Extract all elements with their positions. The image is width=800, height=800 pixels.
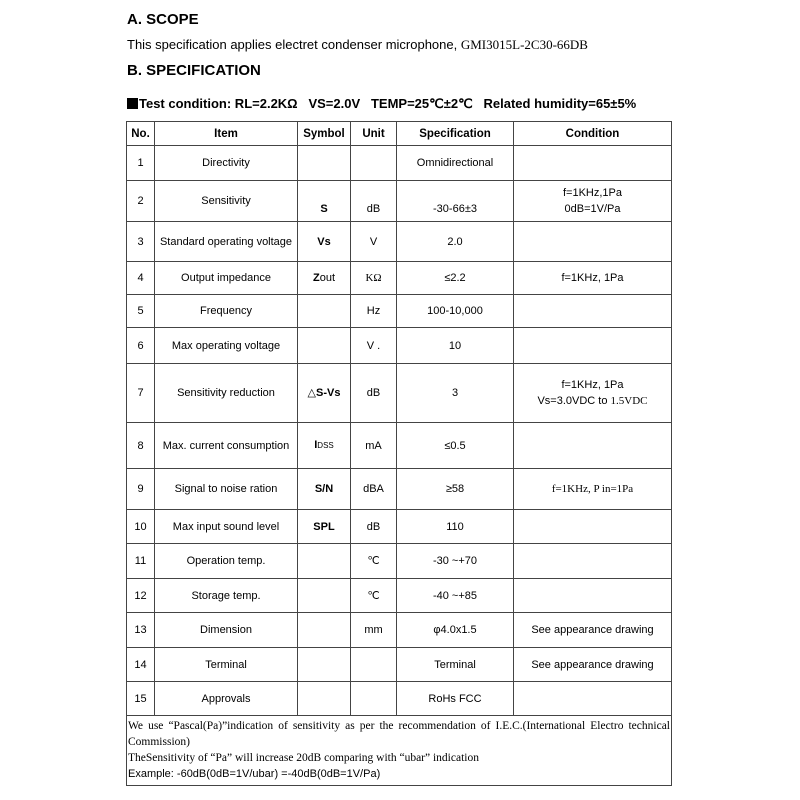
header-no: No. xyxy=(127,122,155,146)
cell-unit xyxy=(351,648,397,682)
condition-line: f=1KHz, 1Pa xyxy=(561,379,624,391)
table-row xyxy=(127,222,672,262)
scope-text-prefix: This specification applies electret condenser microphone, xyxy=(127,37,458,52)
cell-spec: 100-10,000 xyxy=(397,295,514,328)
header-condition: Condition xyxy=(514,122,672,146)
cell-spec: ≥58 xyxy=(397,469,514,510)
notes-row xyxy=(127,716,672,786)
cell-no: 12 xyxy=(127,579,155,613)
cell-unit: dB xyxy=(351,510,397,544)
cell-no: 4 xyxy=(127,262,155,295)
cell-spec: -30-66±3 xyxy=(397,181,514,222)
condition-line xyxy=(516,393,669,409)
cell-item: Storage temp. xyxy=(155,579,298,613)
cell-symbol xyxy=(298,648,351,682)
cell-symbol: Vs xyxy=(298,222,351,262)
test-condition xyxy=(127,96,636,112)
cell-unit: ℃ xyxy=(351,544,397,579)
cell-unit: mA xyxy=(351,423,397,469)
cell-no: 8 xyxy=(127,423,155,469)
notes-cell xyxy=(127,716,672,786)
table-row xyxy=(127,295,672,328)
cell-unit: dB xyxy=(351,181,397,222)
cell-symbol xyxy=(298,295,351,328)
table-row xyxy=(127,648,672,682)
cell-unit: V xyxy=(351,222,397,262)
cell-symbol xyxy=(298,423,351,469)
cell-condition: See appearance drawing xyxy=(514,648,672,682)
cell-condition: See appearance drawing xyxy=(514,613,672,648)
cell-symbol xyxy=(298,544,351,579)
specification-heading: B. SPECIFICATION xyxy=(127,62,261,79)
cell-symbol: S/N xyxy=(298,469,351,510)
cell-condition: f=1KHz, P in=1Pa xyxy=(514,469,672,510)
table-row xyxy=(127,262,672,295)
cell-symbol xyxy=(298,146,351,181)
header-unit: Unit xyxy=(351,122,397,146)
cell-spec: -40 ~+85 xyxy=(397,579,514,613)
cell-condition xyxy=(514,181,672,222)
header-symbol: Symbol xyxy=(298,122,351,146)
cell-condition xyxy=(514,328,672,364)
cell-symbol xyxy=(298,682,351,716)
specification-table xyxy=(126,121,672,786)
symbol-main: I xyxy=(314,439,318,451)
table-row xyxy=(127,146,672,181)
cell-item: Dimension xyxy=(155,613,298,648)
cell-condition xyxy=(514,544,672,579)
table-row xyxy=(127,544,672,579)
cell-no: 9 xyxy=(127,469,155,510)
cell-unit: ℃ xyxy=(351,579,397,613)
cell-symbol: S xyxy=(298,181,351,222)
cell-condition xyxy=(514,295,672,328)
cell-spec: 3 xyxy=(397,364,514,423)
cell-no: 3 xyxy=(127,222,155,262)
notes-line: Example: -60dB(0dB=1V/ubar) =-40dB(0dB=1V/Pa) xyxy=(128,768,381,780)
cell-condition xyxy=(514,146,672,181)
cell-item: Sensitivity reduction xyxy=(155,364,298,423)
cell-spec: Omnidirectional xyxy=(397,146,514,181)
cell-item: Sensitivity xyxy=(155,181,298,222)
header-specification: Specification xyxy=(397,122,514,146)
cell-condition xyxy=(514,682,672,716)
cell-spec: 2.0 xyxy=(397,222,514,262)
cell-no: 10 xyxy=(127,510,155,544)
table-row xyxy=(127,579,672,613)
condition-line: 0dB=1V/Pa xyxy=(564,203,621,215)
condition-line: f=1KHz,1Pa xyxy=(562,187,622,199)
cell-no: 13 xyxy=(127,613,155,648)
cell-no: 14 xyxy=(127,648,155,682)
cell-spec: φ4.0x1.5 xyxy=(397,613,514,648)
scope-model: GMI3015L-2C30-66DB xyxy=(460,37,588,52)
cell-spec: -30 ~+70 xyxy=(397,544,514,579)
condition-line-serif: 1.5VDC xyxy=(610,395,648,407)
notes-line: Commission) xyxy=(128,736,190,748)
cell-item: Max input sound level xyxy=(155,510,298,544)
table-row xyxy=(127,423,672,469)
cell-condition xyxy=(514,510,672,544)
scope-text xyxy=(127,37,588,53)
cell-symbol xyxy=(298,579,351,613)
table-row xyxy=(127,364,672,423)
cell-unit: dBA xyxy=(351,469,397,510)
cell-no: 2 xyxy=(127,181,155,222)
test-condition-text: Test condition: RL=2.2KΩ VS=2.0V TEMP=25℃±2℃ Related humidity=65±5% xyxy=(139,96,637,111)
cell-item: Max. current consumption xyxy=(155,423,298,469)
cell-condition xyxy=(514,364,672,423)
cell-unit: Hz xyxy=(351,295,397,328)
cell-symbol xyxy=(298,613,351,648)
cell-item: Operation temp. xyxy=(155,544,298,579)
table-row xyxy=(127,181,672,222)
cell-unit: KΩ xyxy=(351,262,397,295)
table-row xyxy=(127,469,672,510)
cell-condition xyxy=(514,579,672,613)
cell-symbol xyxy=(298,328,351,364)
symbol-main: Z xyxy=(312,272,320,284)
cell-spec: RoHs FCC xyxy=(397,682,514,716)
condition-line-text: Vs=3.0VDC to xyxy=(537,395,608,407)
cell-symbol xyxy=(298,262,351,295)
cell-spec: ≤0.5 xyxy=(397,423,514,469)
table-header-row xyxy=(127,122,672,146)
cell-condition xyxy=(514,222,672,262)
cell-condition xyxy=(514,423,672,469)
cell-item: Max operating voltage xyxy=(155,328,298,364)
cell-unit xyxy=(351,682,397,716)
cell-spec: 10 xyxy=(397,328,514,364)
cell-unit xyxy=(351,146,397,181)
cell-unit: V . xyxy=(351,328,397,364)
symbol-sub: DSS xyxy=(317,441,334,450)
cell-no: 11 xyxy=(127,544,155,579)
cell-symbol xyxy=(298,364,351,423)
notes-line: We use “Pascal(Pa)”indication of sensitivity as per the recommendation of I.E.C.(International Electro technical xyxy=(128,720,670,732)
header-item: Item xyxy=(155,122,298,146)
cell-item: Terminal xyxy=(155,648,298,682)
table-row xyxy=(127,510,672,544)
cell-item: Signal to noise ration xyxy=(155,469,298,510)
cell-spec: Terminal xyxy=(397,648,514,682)
cell-spec: 110 xyxy=(397,510,514,544)
notes-line: TheSensitivity of “Pa” will increase 20dB comparing with “ubar” indication xyxy=(128,752,479,764)
cell-unit: dB xyxy=(351,364,397,423)
cell-spec: ≤2.2 xyxy=(397,262,514,295)
scope-heading: A. SCOPE xyxy=(127,11,199,28)
table-row xyxy=(127,328,672,364)
cell-no: 1 xyxy=(127,146,155,181)
cell-item: Approvals xyxy=(155,682,298,716)
cell-item: Standard operating voltage xyxy=(155,222,298,262)
table-row xyxy=(127,613,672,648)
symbol-sub: out xyxy=(319,272,336,284)
square-bullet-icon xyxy=(127,98,138,109)
cell-item: Output impedance xyxy=(155,262,298,295)
cell-no: 15 xyxy=(127,682,155,716)
cell-symbol: SPL xyxy=(298,510,351,544)
cell-no: 6 xyxy=(127,328,155,364)
cell-no: 5 xyxy=(127,295,155,328)
cell-unit: mm xyxy=(351,613,397,648)
symbol-main: S-Vs xyxy=(316,387,341,399)
cell-condition: f=1KHz, 1Pa xyxy=(514,262,672,295)
delta-icon: △ xyxy=(307,387,316,399)
table-row xyxy=(127,682,672,716)
cell-item: Frequency xyxy=(155,295,298,328)
cell-no: 7 xyxy=(127,364,155,423)
cell-item: Directivity xyxy=(155,146,298,181)
